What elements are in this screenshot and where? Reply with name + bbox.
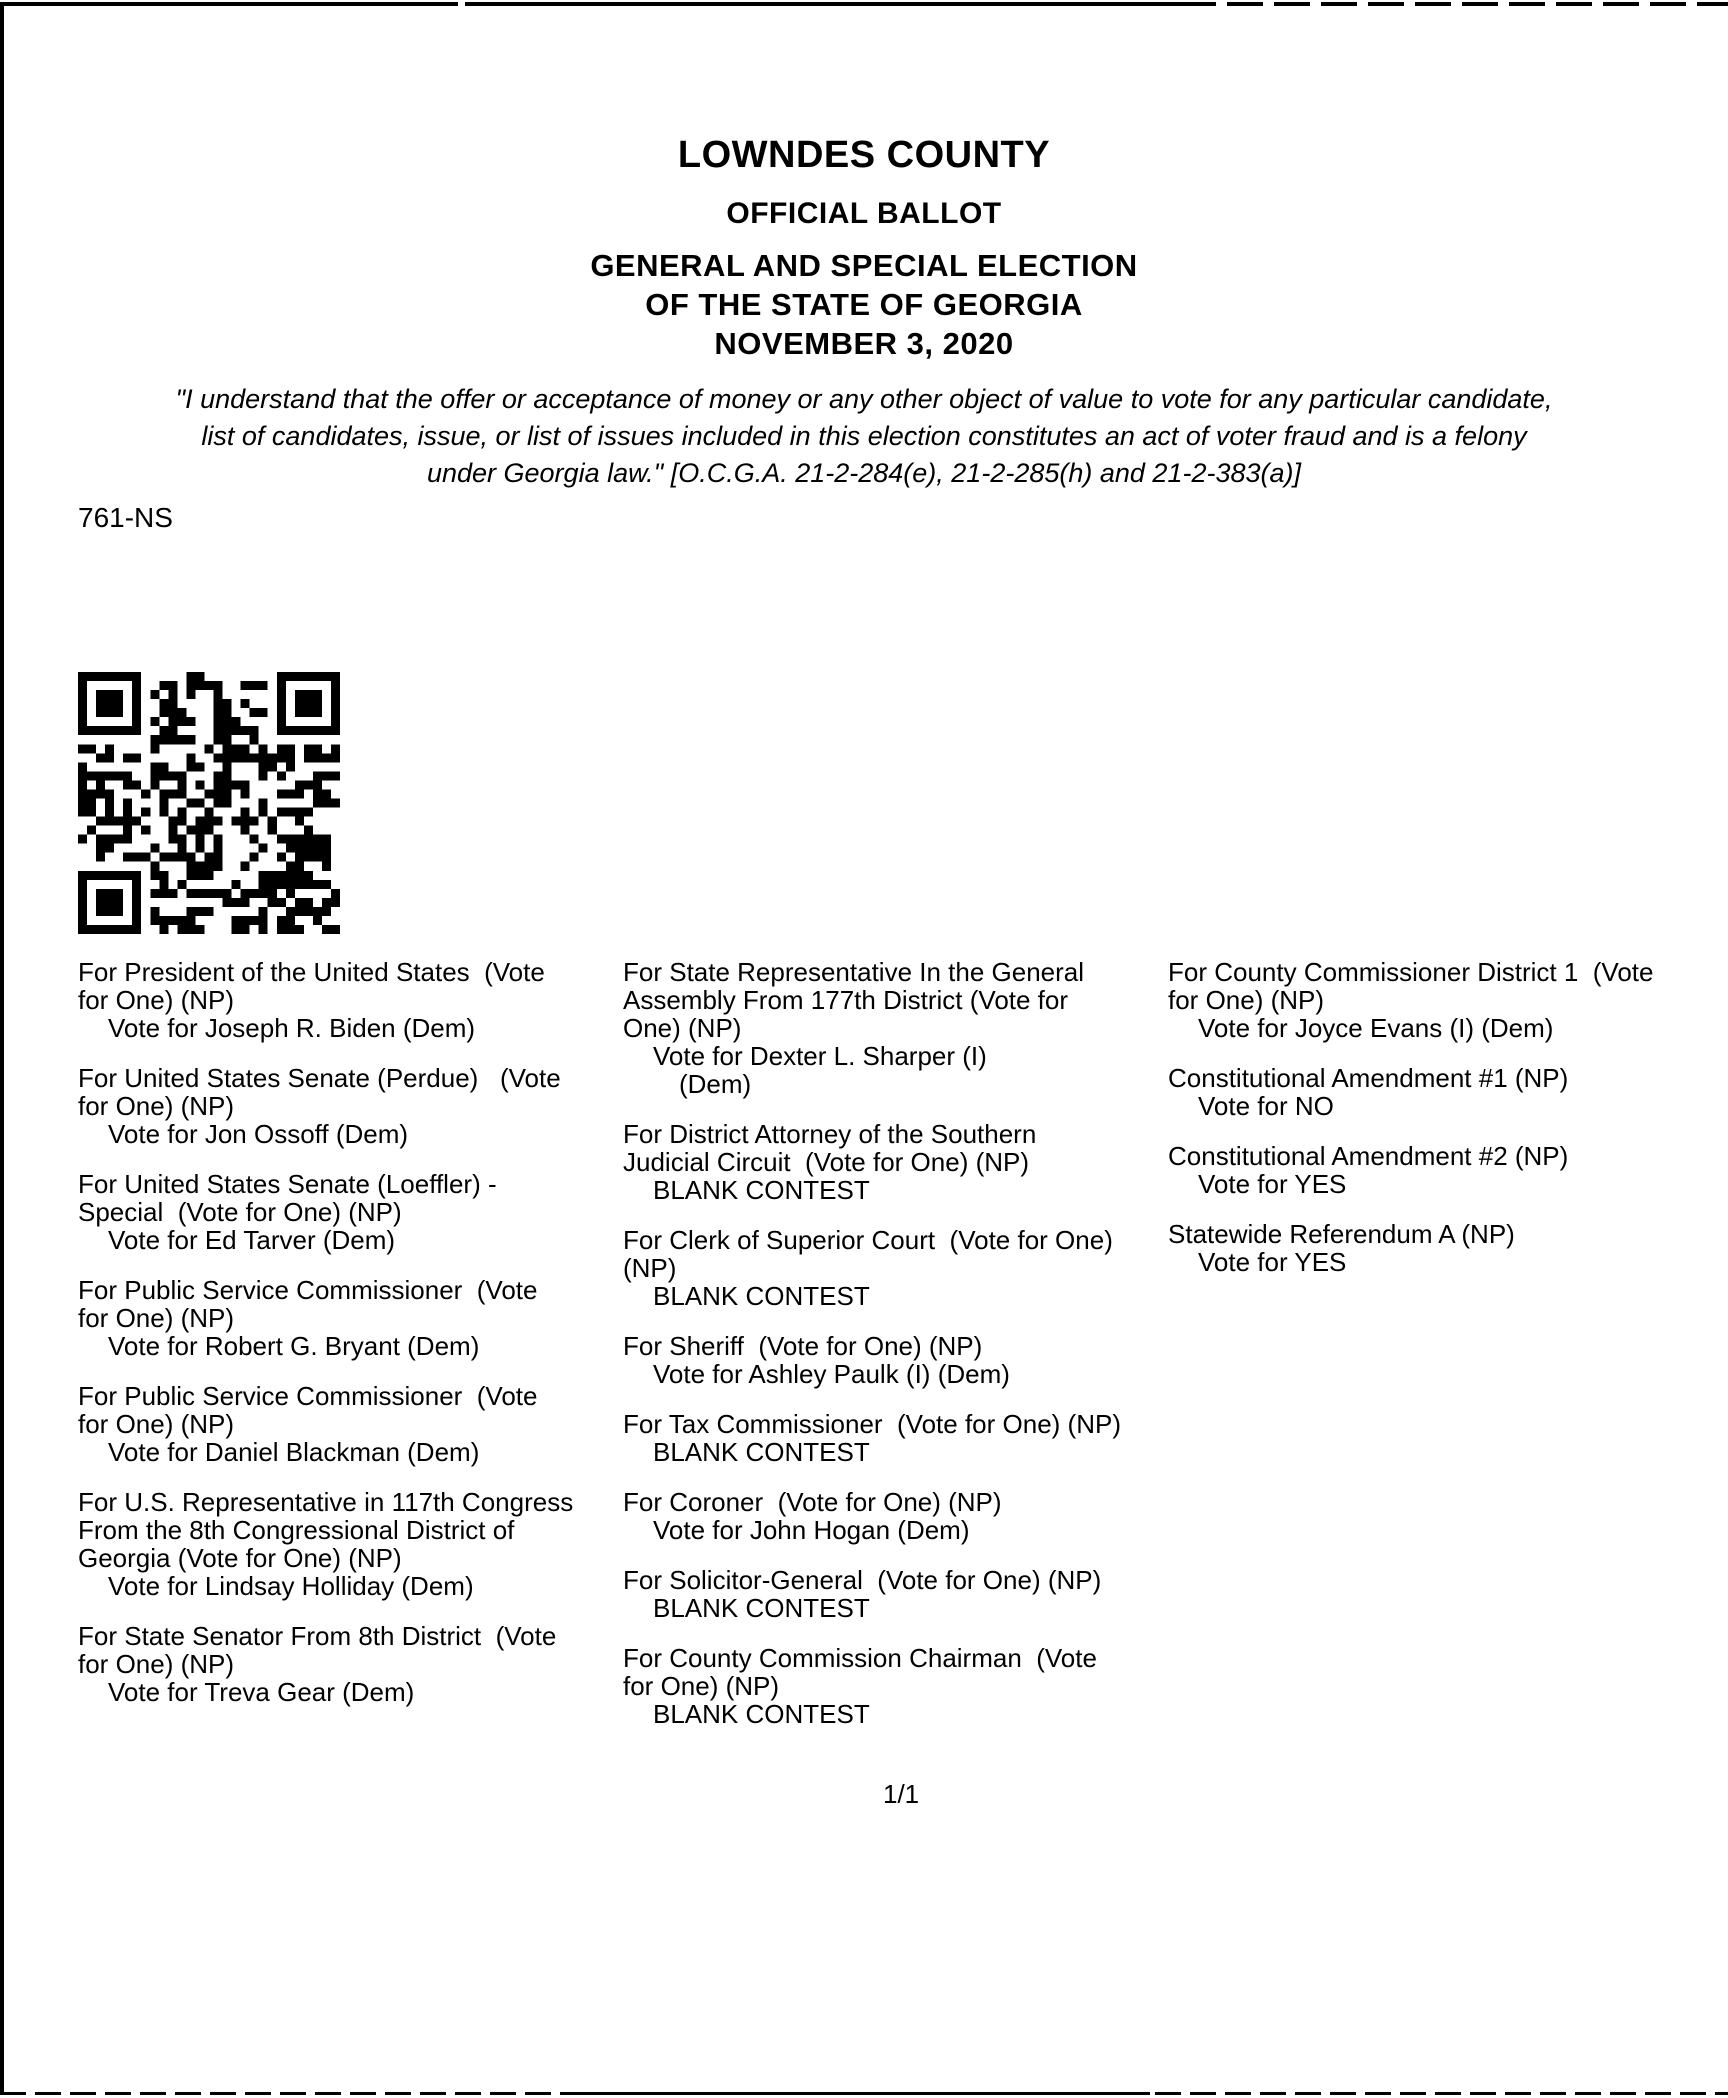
- contest-title-line: Assembly From 177th District (Vote for: [623, 985, 1069, 1015]
- contest-block: [78, 958, 623, 1042]
- contest-block: [623, 1566, 1168, 1622]
- contest-result-line: Vote for Robert G. Bryant (Dem): [108, 1331, 480, 1361]
- contest-block: [78, 1488, 623, 1600]
- contest-result-line: BLANK CONTEST: [653, 1699, 870, 1729]
- contest-title-line: for One) (NP): [1168, 985, 1325, 1015]
- fraud-notice-line: list of candidates, issue, or list of issues included in this election constitutes an act of voter fraud and is a felony: [201, 421, 1527, 451]
- election-title-line: OF THE STATE OF GEORGIA: [645, 287, 1083, 322]
- contest-title-line: For District Attorney of the Southern: [623, 1119, 1037, 1149]
- contest-title-line: For County Commissioner District 1 (Vote: [1168, 957, 1654, 987]
- fraud-notice-line: "I understand that the offer or acceptance of money or any other object of value to vote for any particular candidate,: [175, 384, 1553, 414]
- contest-title-line: For Coroner (Vote for One) (NP): [623, 1487, 1002, 1517]
- contest-block: [78, 1382, 623, 1466]
- contest-block: [78, 1276, 623, 1360]
- fraud-notice-line: under Georgia law." [O.C.G.A. 21-2-284(e), 21-2-285(h) and 21-2-383(a)]: [426, 458, 1302, 488]
- contest-result-line: Vote for YES: [1198, 1169, 1347, 1199]
- contest-title-line: for One) (NP): [78, 1649, 235, 1679]
- ballot-style-number: 761-NS: [78, 502, 173, 533]
- contest-block: [1168, 1064, 1728, 1120]
- contest-title-line: Special (Vote for One) (NP): [78, 1197, 402, 1227]
- top-timing-mark-dashes: [1180, 2, 1728, 6]
- qr-code: [78, 672, 340, 934]
- contest-result-line: (Dem): [679, 1069, 752, 1099]
- contest-title-line: for One) (NP): [623, 1671, 780, 1701]
- contest-title-line: For President of the United States (Vote: [78, 957, 545, 987]
- election-title: [0, 246, 1728, 363]
- contest-result-line: Vote for Treva Gear (Dem): [108, 1677, 415, 1707]
- contest-block: [623, 1332, 1168, 1388]
- contest-title-line: For Public Service Commissioner (Vote: [78, 1275, 538, 1305]
- contest-title-line: for One) (NP): [78, 1091, 235, 1121]
- contest-result-line: Vote for Ashley Paulk (I) (Dem): [653, 1359, 1010, 1389]
- election-title-line: GENERAL AND SPECIAL ELECTION: [590, 248, 1138, 283]
- contest-block: [623, 958, 1168, 1098]
- contest-column: [623, 958, 1168, 1750]
- contest-title-line: For United States Senate (Loeffler) -: [78, 1169, 497, 1199]
- contest-title-line: (NP): [623, 1253, 677, 1283]
- official-ballot-label: OFFICIAL BALLOT: [726, 197, 1002, 230]
- contest-result-line: Vote for John Hogan (Dem): [653, 1515, 970, 1545]
- contest-block: [78, 1064, 623, 1148]
- contest-block: [623, 1226, 1168, 1310]
- contest-result-line: Vote for Jon Ossoff (Dem): [108, 1119, 409, 1149]
- contest-title-line: Georgia (Vote for One) (NP): [78, 1543, 402, 1573]
- contest-columns: [78, 958, 1728, 1750]
- contest-result-line: BLANK CONTEST: [653, 1593, 870, 1623]
- contest-title-line: For United States Senate (Perdue) (Vote: [78, 1063, 561, 1093]
- contest-title-line: Constitutional Amendment #2 (NP): [1168, 1141, 1569, 1171]
- contest-title-line: Judicial Circuit (Vote for One) (NP): [623, 1147, 1030, 1177]
- contest-title-line: For Tax Commissioner (Vote for One) (NP): [623, 1409, 1121, 1439]
- contest-result-line: Vote for NO: [1198, 1091, 1334, 1121]
- top-timing-mark: [0, 2, 1180, 6]
- contest-result-line: BLANK CONTEST: [653, 1281, 870, 1311]
- election-title-line: NOVEMBER 3, 2020: [714, 326, 1014, 361]
- fraud-notice: [0, 381, 1728, 492]
- contest-title-line: For Clerk of Superior Court (Vote for One): [623, 1225, 1113, 1255]
- contest-result-line: Vote for Joyce Evans (I) (Dem): [1198, 1013, 1554, 1043]
- contest-block: [623, 1120, 1168, 1204]
- contest-result-line: BLANK CONTEST: [653, 1437, 870, 1467]
- county-title: LOWNDES COUNTY: [677, 134, 1051, 176]
- contest-title-line: For U.S. Representative in 117th Congress: [78, 1487, 574, 1517]
- contest-block: [1168, 1220, 1728, 1276]
- contest-title-line: For State Representative In the General: [623, 957, 1085, 987]
- contest-result-line: Vote for Joseph R. Biden (Dem): [108, 1013, 476, 1043]
- bottom-timing-mark: [560, 2092, 1150, 2095]
- contest-column: [1168, 958, 1728, 1750]
- contest-title-line: For County Commission Chairman (Vote: [623, 1643, 1097, 1673]
- contest-result-line: Vote for Daniel Blackman (Dem): [108, 1437, 480, 1467]
- contest-block: [623, 1488, 1168, 1544]
- contest-result-line: Vote for Ed Tarver (Dem): [108, 1225, 396, 1255]
- contest-title-line: for One) (NP): [78, 985, 235, 1015]
- page-number: 1/1: [883, 1779, 920, 1809]
- contest-title-line: For Sheriff (Vote for One) (NP): [623, 1331, 983, 1361]
- contest-title-line: For State Senator From 8th District (Vote: [78, 1621, 557, 1651]
- contest-block: [623, 1644, 1168, 1728]
- contest-block: [1168, 1142, 1728, 1198]
- contest-block: [1168, 958, 1728, 1042]
- contest-title-line: For Solicitor-General (Vote for One) (NP): [623, 1565, 1102, 1595]
- contest-result-line: Vote for YES: [1198, 1247, 1347, 1277]
- contest-title-line: for One) (NP): [78, 1303, 235, 1333]
- contest-column: [78, 958, 623, 1750]
- contest-title-line: for One) (NP): [78, 1409, 235, 1439]
- contest-result-line: Vote for Dexter L. Sharper (I): [653, 1041, 987, 1071]
- contest-block: [78, 1622, 623, 1706]
- contest-result-line: Vote for Lindsay Holliday (Dem): [108, 1571, 474, 1601]
- contest-title-line: For Public Service Commissioner (Vote: [78, 1381, 538, 1411]
- contest-title-line: Statewide Referendum A (NP): [1168, 1219, 1515, 1249]
- contest-title-line: One) (NP): [623, 1013, 742, 1043]
- contest-title-line: Constitutional Amendment #1 (NP): [1168, 1063, 1569, 1093]
- contest-title-line: From the 8th Congressional District of: [78, 1515, 515, 1545]
- top-timing-mark-gap: [458, 2, 465, 6]
- contest-block: [78, 1170, 623, 1254]
- contest-result-line: BLANK CONTEST: [653, 1175, 870, 1205]
- contest-block: [623, 1410, 1168, 1466]
